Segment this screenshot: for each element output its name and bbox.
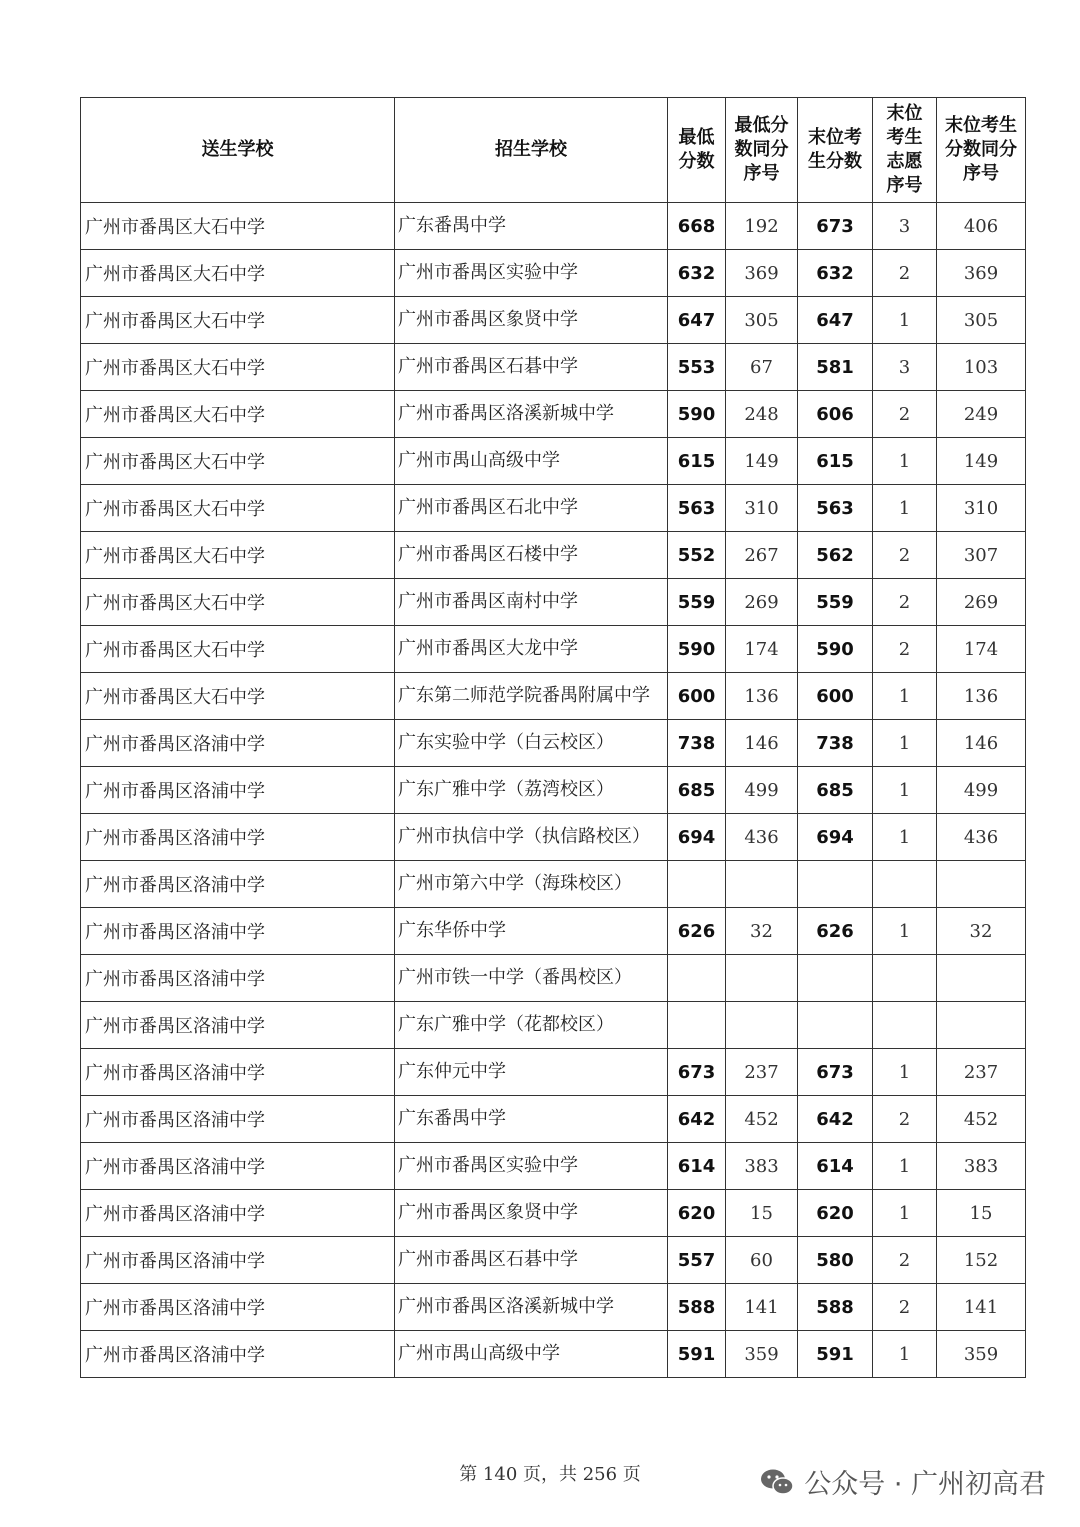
- cell-recv-school: 广东华侨中学: [395, 908, 668, 955]
- table-row: [81, 1002, 1026, 1049]
- cell-min-same-rank: 436: [726, 814, 798, 861]
- cell-last-same-rank: 310: [937, 485, 1026, 532]
- header-last-wish-rank: 末位考生志愿序号: [873, 98, 937, 203]
- cell-last-wish-rank: 2: [873, 1284, 937, 1331]
- cell-recv-school: 广州市执信中学（执信路校区）: [395, 814, 668, 861]
- table-row: [81, 344, 1026, 391]
- cell-last-score: 559: [798, 579, 873, 626]
- cell-last-same-rank: 136: [937, 673, 1026, 720]
- table-row: [81, 532, 1026, 579]
- cell-last-score: 588: [798, 1284, 873, 1331]
- cell-recv-school: 广东广雅中学（花都校区）: [395, 1002, 668, 1049]
- cell-min-score: 590: [668, 391, 726, 438]
- cell-min-same-rank: 67: [726, 344, 798, 391]
- cell-last-same-rank: 152: [937, 1237, 1026, 1284]
- cell-min-same-rank: 267: [726, 532, 798, 579]
- table-body: [81, 203, 1026, 1378]
- cell-min-score: 590: [668, 626, 726, 673]
- header-last-score: 末位考生分数: [798, 98, 873, 203]
- cell-min-score: 642: [668, 1096, 726, 1143]
- cell-last-score: 600: [798, 673, 873, 720]
- cell-min-same-rank: 310: [726, 485, 798, 532]
- cell-recv-school: 广州市番禺区象贤中学: [395, 297, 668, 344]
- cell-last-score: [798, 955, 873, 1002]
- cell-last-same-rank: 249: [937, 391, 1026, 438]
- cell-send-school: 广州市番禺区大石中学: [81, 673, 395, 720]
- cell-min-same-rank: 15: [726, 1190, 798, 1237]
- cell-min-same-rank: 499: [726, 767, 798, 814]
- cell-last-wish-rank: 2: [873, 250, 937, 297]
- table-row: [81, 720, 1026, 767]
- cell-recv-school: 广州市铁一中学（番禺校区）: [395, 955, 668, 1002]
- table-row: [81, 579, 1026, 626]
- cell-send-school: 广州市番禺区大石中学: [81, 391, 395, 438]
- cell-last-wish-rank: 2: [873, 532, 937, 579]
- cell-last-score: 563: [798, 485, 873, 532]
- cell-recv-school: 广州市第六中学（海珠校区）: [395, 861, 668, 908]
- cell-last-score: [798, 1002, 873, 1049]
- cell-recv-school: 广州市番禺区大龙中学: [395, 626, 668, 673]
- table-row: [81, 203, 1026, 250]
- cell-recv-school: 广州市番禺区洛溪新城中学: [395, 391, 668, 438]
- table-row: [81, 1096, 1026, 1143]
- cell-send-school: 广州市番禺区大石中学: [81, 297, 395, 344]
- header-min-score: 最低分数: [668, 98, 726, 203]
- cell-min-score: 559: [668, 579, 726, 626]
- cell-send-school: 广州市番禺区洛浦中学: [81, 1190, 395, 1237]
- cell-send-school: 广州市番禺区大石中学: [81, 203, 395, 250]
- cell-min-score: 685: [668, 767, 726, 814]
- cell-min-same-rank: 146: [726, 720, 798, 767]
- cell-recv-school: 广州市番禺区石碁中学: [395, 344, 668, 391]
- table-row: [81, 1190, 1026, 1237]
- cell-last-wish-rank: 1: [873, 1143, 937, 1190]
- cell-last-score: 620: [798, 1190, 873, 1237]
- cell-last-score: 647: [798, 297, 873, 344]
- cell-last-same-rank: 32: [937, 908, 1026, 955]
- cell-send-school: 广州市番禺区大石中学: [81, 344, 395, 391]
- cell-min-score: [668, 1002, 726, 1049]
- cell-recv-school: 广州市禺山高级中学: [395, 1331, 668, 1378]
- cell-min-score: 563: [668, 485, 726, 532]
- cell-min-score: 588: [668, 1284, 726, 1331]
- table-row: [81, 1237, 1026, 1284]
- cell-min-score: 626: [668, 908, 726, 955]
- cell-last-wish-rank: 3: [873, 344, 937, 391]
- cell-last-same-rank: 369: [937, 250, 1026, 297]
- cell-last-same-rank: [937, 1002, 1026, 1049]
- cell-min-score: 591: [668, 1331, 726, 1378]
- cell-last-score: 614: [798, 1143, 873, 1190]
- cell-last-wish-rank: 1: [873, 908, 937, 955]
- cell-last-score: 632: [798, 250, 873, 297]
- cell-last-wish-rank: 1: [873, 297, 937, 344]
- cell-recv-school: 广州市番禺区石碁中学: [395, 1237, 668, 1284]
- table-row: [81, 250, 1026, 297]
- cell-send-school: 广州市番禺区大石中学: [81, 579, 395, 626]
- cell-send-school: 广州市番禺区洛浦中学: [81, 1143, 395, 1190]
- cell-last-same-rank: 406: [937, 203, 1026, 250]
- cell-last-wish-rank: [873, 1002, 937, 1049]
- cell-last-same-rank: 499: [937, 767, 1026, 814]
- cell-min-same-rank: 60: [726, 1237, 798, 1284]
- cell-last-wish-rank: 1: [873, 1049, 937, 1096]
- cell-send-school: 广州市番禺区洛浦中学: [81, 720, 395, 767]
- cell-last-wish-rank: 2: [873, 626, 937, 673]
- cell-send-school: 广州市番禺区洛浦中学: [81, 861, 395, 908]
- cell-last-wish-rank: 1: [873, 767, 937, 814]
- cell-last-wish-rank: 1: [873, 673, 937, 720]
- cell-recv-school: 广州市禺山高级中学: [395, 438, 668, 485]
- cell-min-score: 738: [668, 720, 726, 767]
- cell-last-same-rank: 174: [937, 626, 1026, 673]
- cell-send-school: 广州市番禺区洛浦中学: [81, 1284, 395, 1331]
- cell-last-score: 673: [798, 203, 873, 250]
- table-row: [81, 1331, 1026, 1378]
- cell-last-same-rank: 146: [937, 720, 1026, 767]
- cell-last-same-rank: [937, 955, 1026, 1002]
- cell-send-school: 广州市番禺区洛浦中学: [81, 1002, 395, 1049]
- header-recv-school: 招生学校: [395, 98, 668, 203]
- cell-send-school: 广州市番禺区洛浦中学: [81, 1096, 395, 1143]
- header-min-same-rank: 最低分数同分序号: [726, 98, 798, 203]
- cell-last-score: 562: [798, 532, 873, 579]
- cell-min-same-rank: 269: [726, 579, 798, 626]
- cell-send-school: 广州市番禺区大石中学: [81, 626, 395, 673]
- table-row: [81, 673, 1026, 720]
- cell-last-wish-rank: 1: [873, 1190, 937, 1237]
- cell-min-same-rank: 359: [726, 1331, 798, 1378]
- cell-min-score: 694: [668, 814, 726, 861]
- header-last-same-rank: 末位考生分数同分序号: [937, 98, 1026, 203]
- cell-last-score: 694: [798, 814, 873, 861]
- cell-send-school: 广州市番禺区大石中学: [81, 250, 395, 297]
- cell-min-same-rank: 237: [726, 1049, 798, 1096]
- cell-last-wish-rank: 3: [873, 203, 937, 250]
- cell-last-same-rank: [937, 861, 1026, 908]
- cell-send-school: 广州市番禺区大石中学: [81, 485, 395, 532]
- table-row: [81, 438, 1026, 485]
- table-row: [81, 767, 1026, 814]
- cell-last-same-rank: 436: [937, 814, 1026, 861]
- cell-last-wish-rank: [873, 955, 937, 1002]
- cell-recv-school: 广州市番禺区实验中学: [395, 250, 668, 297]
- cell-min-same-rank: [726, 861, 798, 908]
- cell-last-score: 580: [798, 1237, 873, 1284]
- cell-recv-school: 广东番禺中学: [395, 203, 668, 250]
- table-row: [81, 861, 1026, 908]
- cell-last-score: 738: [798, 720, 873, 767]
- page-number: 第 140 页，共 256 页: [459, 1464, 641, 1485]
- table-row: [81, 485, 1026, 532]
- watermark-text: 公众号 · 广州初高君: [804, 1469, 1046, 1500]
- table-row: [81, 1143, 1026, 1190]
- cell-last-wish-rank: 2: [873, 579, 937, 626]
- table-header-row: [81, 98, 1026, 203]
- cell-min-score: 600: [668, 673, 726, 720]
- cell-last-same-rank: 15: [937, 1190, 1026, 1237]
- cell-last-same-rank: 383: [937, 1143, 1026, 1190]
- cell-last-wish-rank: 1: [873, 485, 937, 532]
- cell-min-score: [668, 955, 726, 1002]
- cell-last-score: 606: [798, 391, 873, 438]
- cell-last-same-rank: 237: [937, 1049, 1026, 1096]
- cell-last-score: 590: [798, 626, 873, 673]
- cell-min-same-rank: 248: [726, 391, 798, 438]
- cell-send-school: 广州市番禺区洛浦中学: [81, 955, 395, 1002]
- cell-recv-school: 广东仲元中学: [395, 1049, 668, 1096]
- cell-last-score: 581: [798, 344, 873, 391]
- table-row: [81, 1049, 1026, 1096]
- cell-min-same-rank: 136: [726, 673, 798, 720]
- cell-min-same-rank: 174: [726, 626, 798, 673]
- cell-min-same-rank: 383: [726, 1143, 798, 1190]
- cell-recv-school: 广州市番禺区实验中学: [395, 1143, 668, 1190]
- cell-last-same-rank: 307: [937, 532, 1026, 579]
- cell-min-score: 615: [668, 438, 726, 485]
- cell-last-score: 615: [798, 438, 873, 485]
- cell-last-same-rank: 305: [937, 297, 1026, 344]
- cell-send-school: 广州市番禺区洛浦中学: [81, 908, 395, 955]
- cell-recv-school: 广东第二师范学院番禺附属中学: [395, 673, 668, 720]
- header-send-school: 送生学校: [81, 98, 395, 203]
- cell-send-school: 广州市番禺区洛浦中学: [81, 1237, 395, 1284]
- cell-min-same-rank: [726, 955, 798, 1002]
- cell-recv-school: 广州市番禺区石楼中学: [395, 532, 668, 579]
- cell-last-same-rank: 269: [937, 579, 1026, 626]
- cell-last-wish-rank: 2: [873, 391, 937, 438]
- cell-send-school: 广州市番禺区洛浦中学: [81, 1049, 395, 1096]
- table-row: [81, 297, 1026, 344]
- table-row: [81, 908, 1026, 955]
- cell-min-same-rank: 192: [726, 203, 798, 250]
- cell-last-same-rank: 359: [937, 1331, 1026, 1378]
- cell-last-same-rank: 103: [937, 344, 1026, 391]
- cell-send-school: 广州市番禺区洛浦中学: [81, 767, 395, 814]
- cell-min-score: 673: [668, 1049, 726, 1096]
- wechat-icon: [760, 1468, 794, 1496]
- cell-last-wish-rank: 1: [873, 1331, 937, 1378]
- cell-recv-school: 广东广雅中学（荔湾校区）: [395, 767, 668, 814]
- cell-recv-school: 广州市番禺区石北中学: [395, 485, 668, 532]
- cell-min-same-rank: 452: [726, 1096, 798, 1143]
- cell-send-school: 广州市番禺区大石中学: [81, 532, 395, 579]
- cell-last-same-rank: 149: [937, 438, 1026, 485]
- cell-min-same-rank: [726, 1002, 798, 1049]
- cell-min-score: 668: [668, 203, 726, 250]
- table-row: [81, 391, 1026, 438]
- cell-send-school: 广州市番禺区大石中学: [81, 438, 395, 485]
- table-row: [81, 1284, 1026, 1331]
- cell-last-score: 591: [798, 1331, 873, 1378]
- cell-last-wish-rank: 1: [873, 720, 937, 767]
- table-row: [81, 626, 1026, 673]
- cell-send-school: 广州市番禺区洛浦中学: [81, 1331, 395, 1378]
- cell-min-score: 552: [668, 532, 726, 579]
- cell-recv-school: 广州市番禺区洛溪新城中学: [395, 1284, 668, 1331]
- cell-min-same-rank: 149: [726, 438, 798, 485]
- cell-last-same-rank: 141: [937, 1284, 1026, 1331]
- cell-recv-school: 广东实验中学（白云校区）: [395, 720, 668, 767]
- cell-min-score: 557: [668, 1237, 726, 1284]
- cell-last-wish-rank: 1: [873, 438, 937, 485]
- table-row: [81, 814, 1026, 861]
- cell-last-score: [798, 861, 873, 908]
- cell-min-score: 647: [668, 297, 726, 344]
- cell-last-same-rank: 452: [937, 1096, 1026, 1143]
- score-table: [80, 97, 1026, 1378]
- cell-min-score: 632: [668, 250, 726, 297]
- cell-min-same-rank: 32: [726, 908, 798, 955]
- cell-last-wish-rank: 1: [873, 814, 937, 861]
- cell-min-score: 614: [668, 1143, 726, 1190]
- cell-last-wish-rank: [873, 861, 937, 908]
- cell-last-score: 626: [798, 908, 873, 955]
- cell-recv-school: 广州市番禺区南村中学: [395, 579, 668, 626]
- table-row: [81, 955, 1026, 1002]
- cell-last-score: 685: [798, 767, 873, 814]
- cell-min-same-rank: 305: [726, 297, 798, 344]
- cell-last-score: 642: [798, 1096, 873, 1143]
- cell-send-school: 广州市番禺区洛浦中学: [81, 814, 395, 861]
- watermark: [760, 1462, 1046, 1501]
- cell-min-same-rank: 141: [726, 1284, 798, 1331]
- cell-min-score: 553: [668, 344, 726, 391]
- cell-last-wish-rank: 2: [873, 1096, 937, 1143]
- cell-min-same-rank: 369: [726, 250, 798, 297]
- cell-recv-school: 广州市番禺区象贤中学: [395, 1190, 668, 1237]
- cell-last-wish-rank: 2: [873, 1237, 937, 1284]
- cell-min-score: [668, 861, 726, 908]
- cell-last-score: 673: [798, 1049, 873, 1096]
- cell-recv-school: 广东番禺中学: [395, 1096, 668, 1143]
- cell-min-score: 620: [668, 1190, 726, 1237]
